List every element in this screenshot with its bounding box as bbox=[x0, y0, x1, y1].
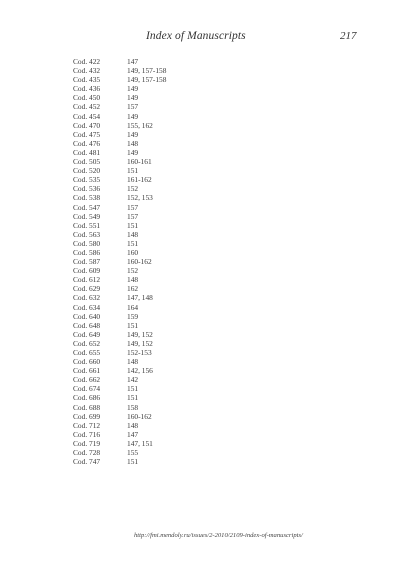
manuscript-shelfmark: Cod. 547 bbox=[73, 202, 101, 212]
index-entry bbox=[73, 212, 363, 221]
manuscript-shelfmark: Cod. 580 bbox=[73, 238, 101, 248]
page-references: 151 bbox=[127, 393, 139, 403]
running-header-title: Index of Manuscripts bbox=[146, 30, 246, 42]
manuscript-shelfmark: Cod. 747 bbox=[73, 457, 101, 467]
manuscript-shelfmark: Cod. 586 bbox=[73, 247, 101, 257]
index-entry bbox=[73, 303, 363, 312]
page-references: 152-153 bbox=[127, 348, 152, 357]
manuscript-shelfmark: Cod. 481 bbox=[73, 147, 101, 157]
manuscript-shelfmark: Cod. 629 bbox=[73, 284, 101, 294]
footer-url: http://fmi.mendoly.ru/issues/2-2010/2109-index-of-manuscripts/ bbox=[134, 532, 303, 539]
index-entry bbox=[73, 339, 363, 348]
page-references: 151 bbox=[127, 238, 139, 248]
manuscript-shelfmark: Cod. 452 bbox=[73, 102, 101, 112]
page-references: 155, 162 bbox=[127, 120, 153, 130]
manuscript-shelfmark: Cod. 662 bbox=[73, 375, 101, 385]
manuscript-shelfmark: Cod. 649 bbox=[73, 329, 101, 339]
page-references: 147 bbox=[127, 429, 139, 439]
page-references: 149 bbox=[127, 93, 139, 103]
page-references: 151 bbox=[127, 320, 139, 330]
index-entry bbox=[73, 84, 363, 93]
manuscript-shelfmark: Cod. 686 bbox=[73, 393, 101, 403]
index-entry bbox=[73, 293, 363, 302]
page-references: 149, 157-158 bbox=[127, 66, 167, 76]
index-entry bbox=[73, 393, 363, 402]
index-entry bbox=[73, 448, 363, 457]
page-references: 149, 152 bbox=[127, 338, 153, 348]
page-references: 149, 152 bbox=[127, 329, 153, 339]
index-entry bbox=[73, 366, 363, 375]
page-references: 148 bbox=[127, 420, 139, 430]
manuscript-shelfmark: Cod. 475 bbox=[73, 129, 101, 139]
manuscript-shelfmark: Cod. 674 bbox=[73, 384, 101, 394]
index-entry bbox=[73, 157, 363, 166]
page-references: 152, 153 bbox=[127, 193, 153, 203]
page-references: 155 bbox=[127, 448, 139, 458]
page-references: 164 bbox=[127, 302, 139, 312]
manuscript-shelfmark: Cod. 652 bbox=[73, 338, 101, 348]
manuscript-shelfmark: Cod. 688 bbox=[73, 402, 101, 412]
manuscript-shelfmark: Cod. 712 bbox=[73, 420, 101, 430]
page-references: 147 bbox=[127, 57, 139, 66]
index-entry bbox=[73, 275, 363, 284]
page-references: 157 bbox=[127, 211, 139, 221]
index-entry bbox=[73, 439, 363, 448]
page-number: 217 bbox=[340, 30, 357, 42]
page-references: 147, 151 bbox=[127, 438, 153, 448]
manuscript-shelfmark: Cod. 551 bbox=[73, 220, 101, 230]
index-entry bbox=[73, 184, 363, 193]
page-references: 147, 148 bbox=[127, 293, 153, 303]
page-references: 151 bbox=[127, 220, 139, 230]
index-entry bbox=[73, 348, 363, 357]
manuscript-shelfmark: Cod. 435 bbox=[73, 75, 101, 85]
manuscript-shelfmark: Cod. 719 bbox=[73, 438, 101, 448]
index-entry bbox=[73, 384, 363, 393]
index-entry bbox=[73, 166, 363, 175]
index-entry bbox=[73, 102, 363, 111]
page-references: 148 bbox=[127, 275, 139, 285]
manuscript-shelfmark: Cod. 587 bbox=[73, 257, 101, 267]
page-references: 160-162 bbox=[127, 411, 152, 421]
manuscript-shelfmark: Cod. 538 bbox=[73, 193, 101, 203]
index-entry bbox=[73, 248, 363, 257]
page-references: 159 bbox=[127, 311, 139, 321]
manuscript-shelfmark: Cod. 505 bbox=[73, 157, 101, 167]
index-entry bbox=[73, 130, 363, 139]
manuscript-shelfmark: Cod. 436 bbox=[73, 84, 101, 94]
manuscript-shelfmark: Cod. 549 bbox=[73, 211, 101, 221]
index-entry bbox=[73, 221, 363, 230]
index-entry bbox=[73, 121, 363, 130]
page-references: 151 bbox=[127, 457, 139, 467]
page-references: 149, 157-158 bbox=[127, 75, 167, 85]
manuscript-shelfmark: Cod. 450 bbox=[73, 93, 101, 103]
manuscript-shelfmark: Cod. 648 bbox=[73, 320, 101, 330]
index-entry bbox=[73, 93, 363, 102]
index-entry bbox=[73, 421, 363, 430]
page-references: 142, 156 bbox=[127, 366, 153, 376]
manuscript-shelfmark: Cod. 520 bbox=[73, 166, 101, 176]
manuscript-shelfmark: Cod. 634 bbox=[73, 302, 101, 312]
index-entry bbox=[73, 430, 363, 439]
index-entry bbox=[73, 203, 363, 212]
index-entry bbox=[73, 75, 363, 84]
index-entry bbox=[73, 239, 363, 248]
page-references: 151 bbox=[127, 384, 139, 394]
index-entry bbox=[73, 66, 363, 75]
manuscript-shelfmark: Cod. 470 bbox=[73, 120, 101, 130]
page-references: 148 bbox=[127, 357, 139, 367]
index-entry bbox=[73, 284, 363, 293]
index-entry bbox=[73, 375, 363, 384]
index-entry bbox=[73, 148, 363, 157]
manuscript-index-list bbox=[73, 57, 363, 466]
manuscript-shelfmark: Cod. 632 bbox=[73, 293, 101, 303]
page-references: 152 bbox=[127, 184, 139, 194]
page-references: 149 bbox=[127, 111, 139, 121]
index-entry bbox=[73, 312, 363, 321]
page-references: 149 bbox=[127, 84, 139, 94]
page-references: 149 bbox=[127, 147, 139, 157]
page-references: 142 bbox=[127, 375, 139, 385]
page-references: 160-161 bbox=[127, 157, 152, 167]
page-references: 161-162 bbox=[127, 175, 152, 185]
index-entry bbox=[73, 457, 363, 466]
index-entry bbox=[73, 57, 363, 66]
manuscript-shelfmark: Cod. 563 bbox=[73, 229, 101, 239]
manuscript-shelfmark: Cod. 716 bbox=[73, 429, 101, 439]
index-entry bbox=[73, 357, 363, 366]
manuscript-shelfmark: Cod. 699 bbox=[73, 411, 101, 421]
page-references: 157 bbox=[127, 102, 139, 112]
manuscript-shelfmark: Cod. 536 bbox=[73, 184, 101, 194]
index-entry bbox=[73, 321, 363, 330]
manuscript-shelfmark: Cod. 535 bbox=[73, 175, 101, 185]
index-entry bbox=[73, 112, 363, 121]
page-references: 148 bbox=[127, 138, 139, 148]
page-references: 162 bbox=[127, 284, 139, 294]
manuscript-shelfmark: Cod. 660 bbox=[73, 357, 101, 367]
manuscript-shelfmark: Cod. 432 bbox=[73, 66, 101, 76]
manuscript-shelfmark: Cod. 728 bbox=[73, 448, 101, 458]
page-references: 151 bbox=[127, 166, 139, 176]
manuscript-shelfmark: Cod. 655 bbox=[73, 348, 101, 357]
manuscript-shelfmark: Cod. 612 bbox=[73, 275, 101, 285]
index-entry bbox=[73, 257, 363, 266]
manuscript-shelfmark: Cod. 422 bbox=[73, 57, 101, 66]
index-entry bbox=[73, 412, 363, 421]
index-entry bbox=[73, 266, 363, 275]
index-entry bbox=[73, 230, 363, 239]
page-references: 148 bbox=[127, 229, 139, 239]
manuscript-shelfmark: Cod. 454 bbox=[73, 111, 101, 121]
manuscript-shelfmark: Cod. 661 bbox=[73, 366, 101, 376]
manuscript-shelfmark: Cod. 609 bbox=[73, 266, 101, 276]
index-entry bbox=[73, 330, 363, 339]
index-entry bbox=[73, 403, 363, 412]
index-entry bbox=[73, 193, 363, 202]
page-references: 152 bbox=[127, 266, 139, 276]
manuscript-shelfmark: Cod. 640 bbox=[73, 311, 101, 321]
index-entry bbox=[73, 175, 363, 184]
page-references: 160-162 bbox=[127, 257, 152, 267]
page-references: 160 bbox=[127, 247, 139, 257]
page-references: 158 bbox=[127, 402, 139, 412]
page-references: 149 bbox=[127, 129, 139, 139]
page-references: 157 bbox=[127, 202, 139, 212]
manuscript-shelfmark: Cod. 476 bbox=[73, 138, 101, 148]
index-entry bbox=[73, 139, 363, 148]
